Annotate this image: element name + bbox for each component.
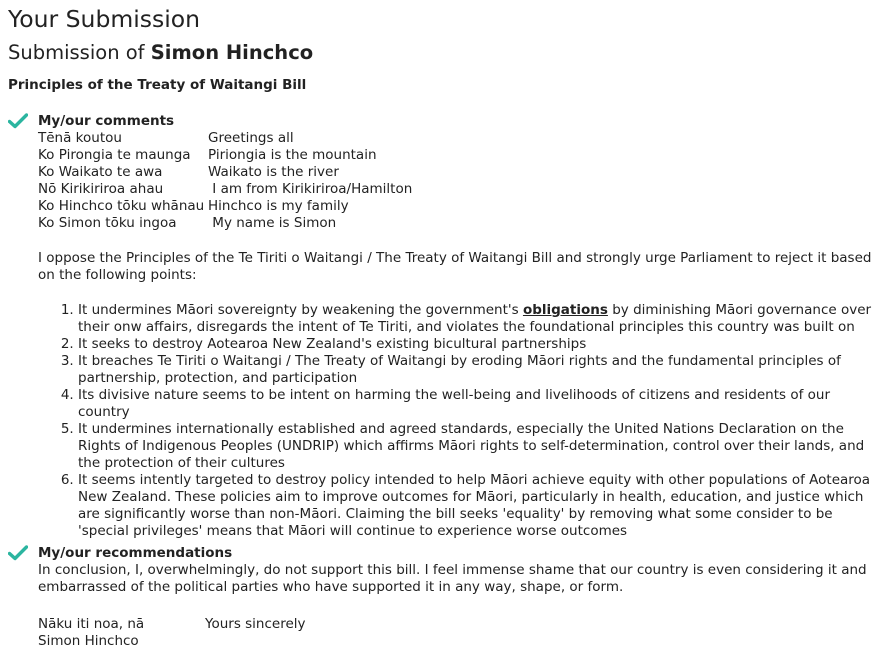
list-item: 6. It seems intently targeted to destroy policy intended to help Māori achieve equity with other populations of Aotearoa New Zealand. These policies aim to improve outcomes for Māori, particularly in health, education, and justice which are significantly worse than non-Māori. Claiming the bill seeks 'equality' by removing what some consider to be 'special privileges' means that Māori will continue to experience worse outcomes [78,472,884,540]
points-list [38,302,884,540]
greeting-english: Greetings all [208,130,294,146]
greeting-maori: Ko Waikato te awa [38,164,163,180]
list-item: 2. It seeks to destroy Aotearoa New Zealand's existing bicultural partnerships [78,336,884,353]
recommendations-heading: My/our recommendations [38,545,233,561]
intro-paragraph: I oppose the Principles of the Te Tiriti o Waitangi / The Treaty of Waitangi Bill and strongly urge Parliament to reject it based on the following points: [38,250,872,283]
greeting-row [38,215,884,232]
point-text: It undermines Māori sovereignty by weakening the government's [78,302,523,318]
list-item: 3. It breaches Te Tiriti o Waitangi / The Treaty of Waitangi by eroding Māori rights and the fundamental principles of partnership, protection, and participation [78,353,884,387]
list-item: 4. Its divisive nature seems to be intent on harming the well-being and livelihoods of citizens and residents of our country [78,387,884,421]
greeting-maori: Ko Simon tōku ingoa [38,215,177,231]
greetings-block [38,130,884,232]
greeting-english: Piriongia is the mountain [208,147,377,163]
list-item: 5. It undermines internationally established and agreed standards, especially the United Nations Declaration on the Rights of Indigenous Peoples (UNDRIP) which affirms Māori rights to self-determination, control over their lands, and the protection of their cultures [78,421,884,472]
point-emphasis: obligations [522,302,608,318]
greeting-maori: Ko Hinchco tōku whānau [38,198,205,214]
submission-prefix: Submission of [8,41,151,64]
greeting-row [38,181,884,198]
comments-section [8,112,884,540]
greeting-row [38,164,884,181]
greeting-english: Hinchco is my family [208,198,349,214]
submission-heading [8,40,884,66]
greeting-english: Waikato is the river [208,164,339,180]
check-icon [8,113,28,129]
greeting-english: My name is Simon [208,215,337,231]
comments-heading: My/our comments [38,113,175,129]
check-icon [8,545,28,561]
signoff-block [38,616,884,650]
recommendations-section [8,544,884,650]
greeting-maori: Nō Kirikiriroa ahau [38,181,164,197]
signoff-english: Yours sincerely [205,616,306,632]
signoff-name: Simon Hinchco [38,633,139,649]
signoff-row [38,616,884,633]
page-title: Your Submission [8,5,201,33]
greeting-maori: Ko Pirongia te maunga [38,147,191,163]
greeting-row [38,130,884,147]
recommendations-text: In conclusion, I, overwhelmingly, do not support this bill. I feel immense shame that our country is even considering it and embarrassed of the political parties who have supported it in any way, shape, or form. [38,562,867,595]
greeting-row [38,198,884,215]
signoff-maori: Nāku iti noa, nā [38,616,145,632]
submission-page [8,4,884,650]
greeting-english: I am from Kirikiriroa/Hamilton [208,181,413,197]
greeting-row [38,147,884,164]
bill-title: Principles of the Treaty of Waitangi Bill [8,77,307,93]
greeting-maori: Tēnā koutou [38,130,122,146]
list-item [78,302,884,336]
point-text: by diminishing Māori governance over their onw affairs, disregards the intent of Te Tiriti, and violates the foundational principles this country was built on [78,302,872,335]
submitter-name: Simon Hinchco [150,41,314,64]
